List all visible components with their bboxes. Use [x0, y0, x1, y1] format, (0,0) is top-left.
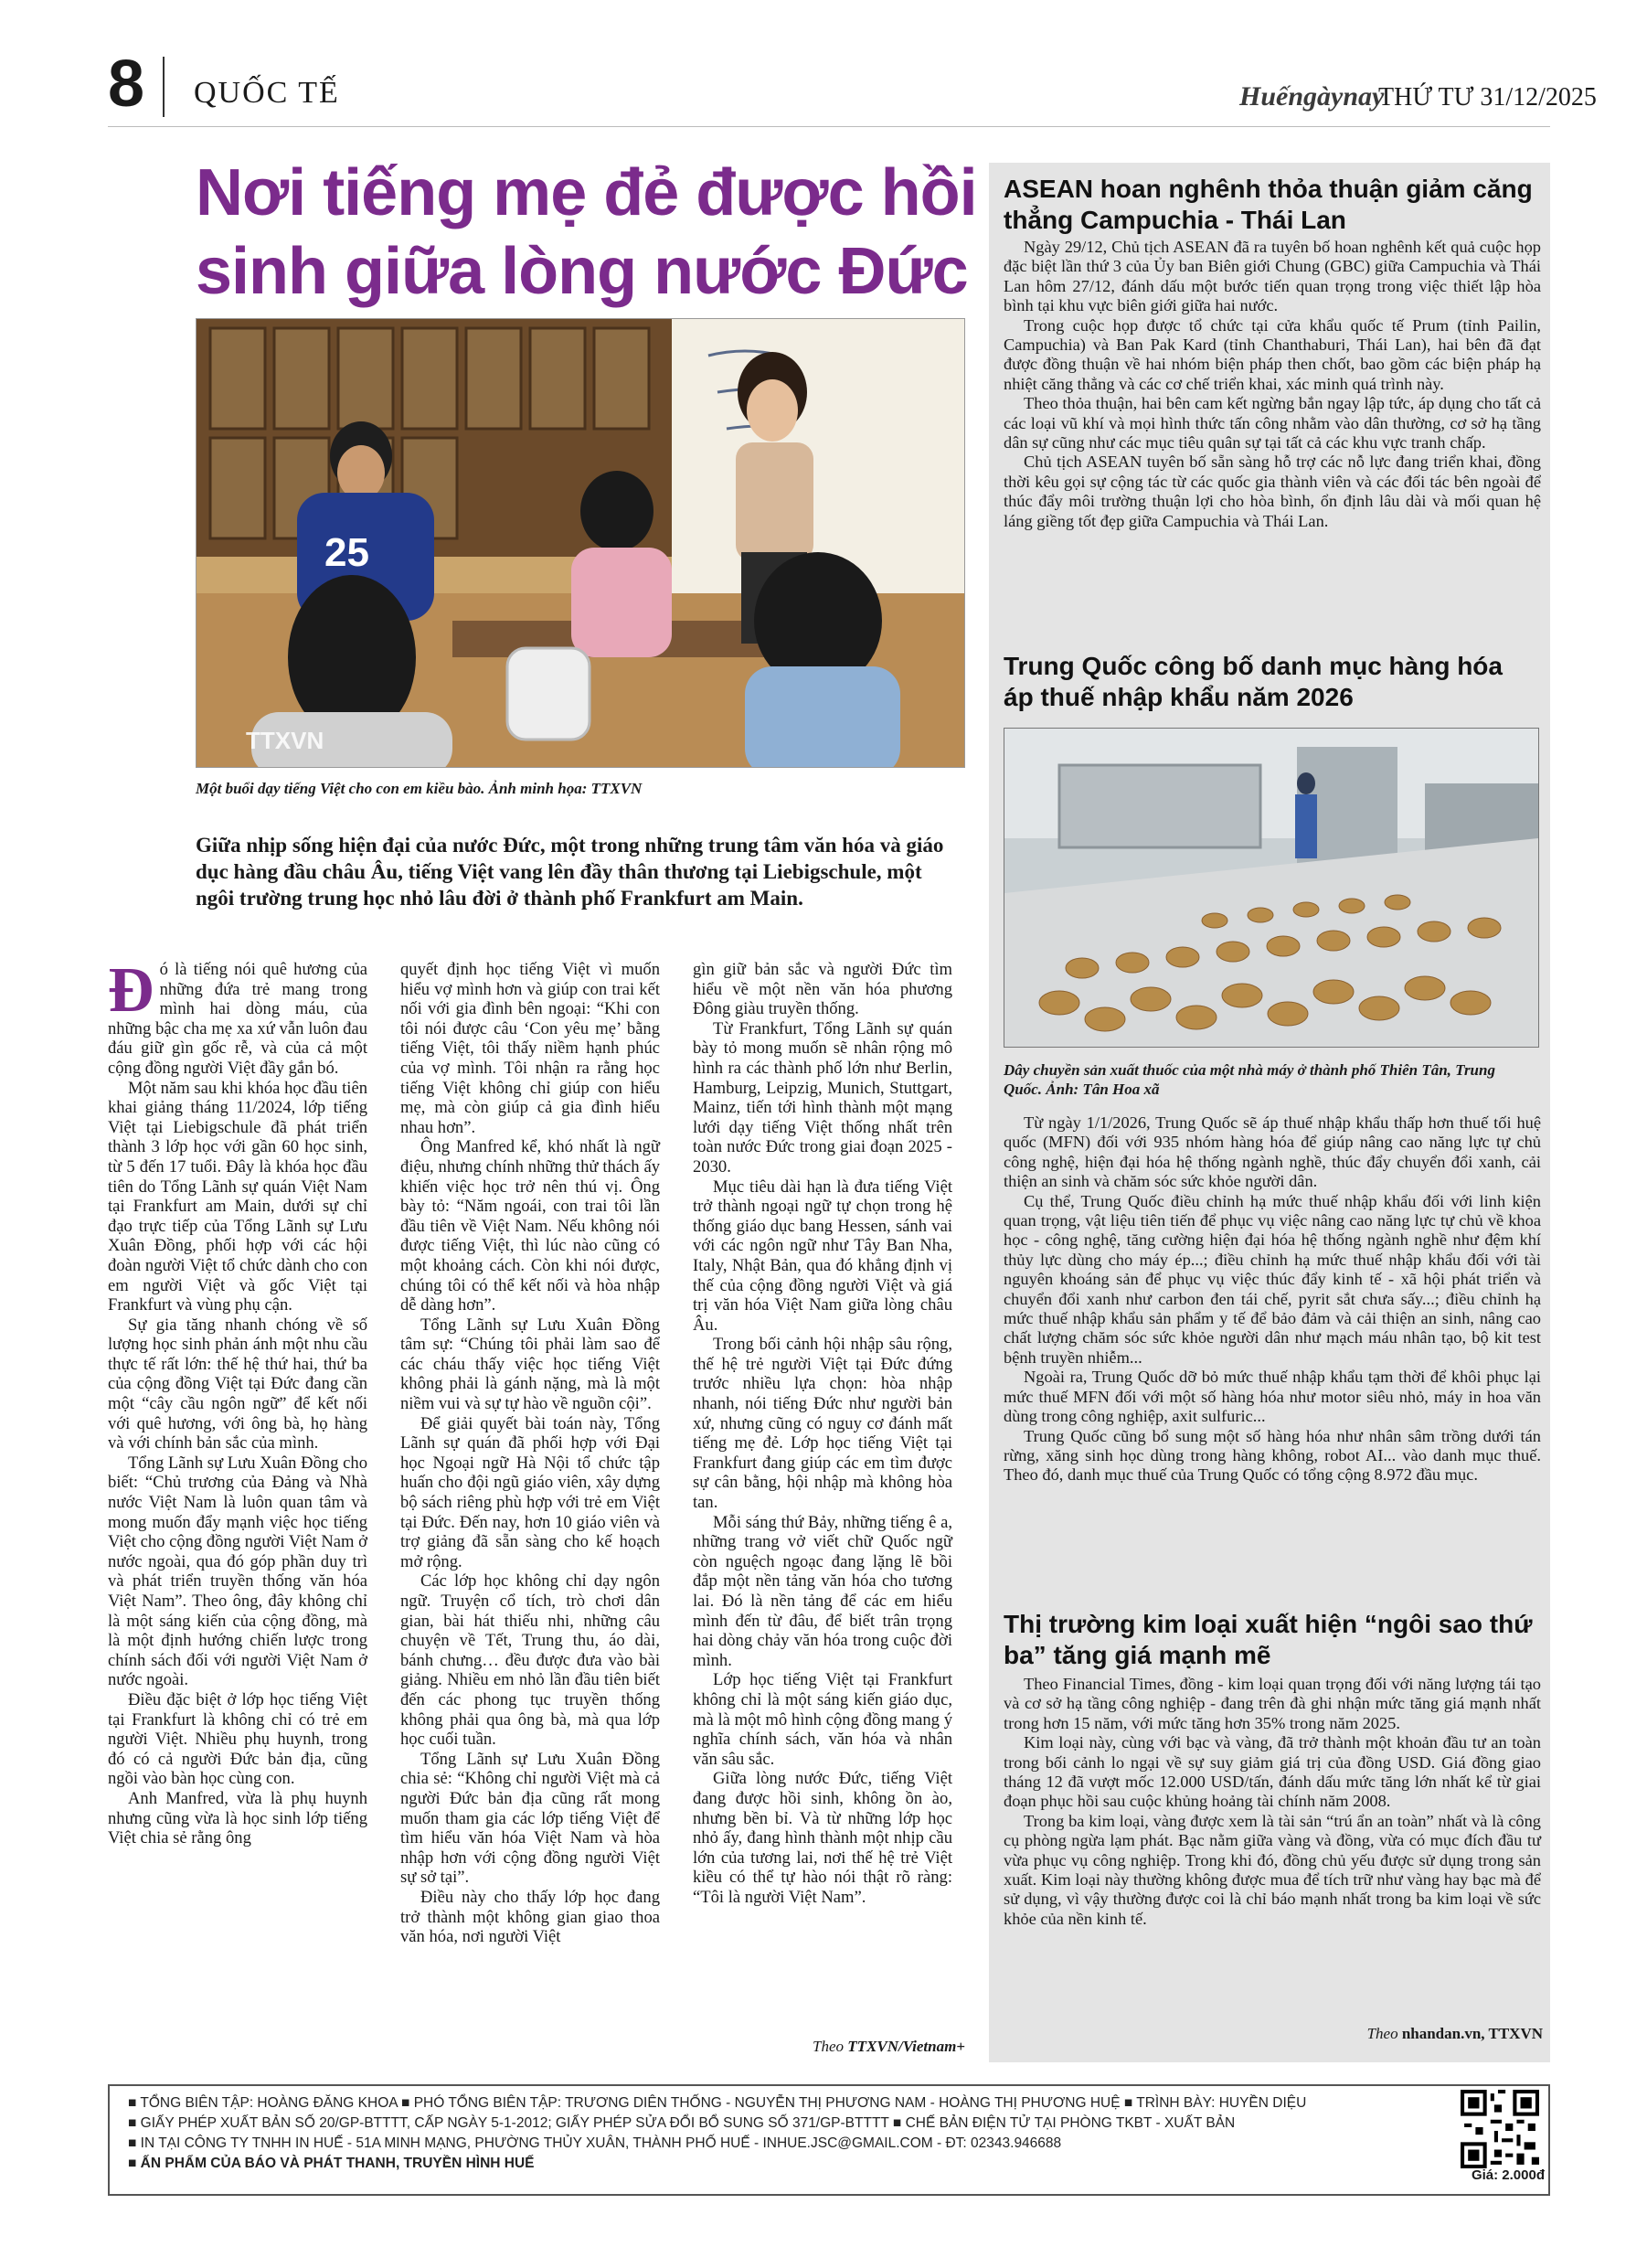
photo-caption: Một buổi dạy tiếng Việt cho con em kiều bào. Ảnh minh họa: TTXVN [196, 780, 643, 797]
header-divider [163, 57, 165, 117]
paragraph: Tổng Lãnh sự Lưu Xuân Đồng chia sẻ: “Không chỉ người Việt mà cả người Đức bản địa cũng rất mong muốn tham gia các lớp tiếng Việt để tìm hiểu văn hóa Việt Nam và hòa nhập hơn với cộng đồng người Việt sự sở tại”. [400, 1749, 660, 1888]
paragraph: gìn giữ bản sắc và người Đức tìm hiểu về một nền văn hóa phương Đông giàu truyền thống. [693, 960, 952, 1019]
imprint-line-editors: ■ TỔNG BIÊN TẬP: HOÀNG ĐĂNG KHOA ■ PHÓ TỔNG BIÊN TẬP: TRƯƠNG DIÊN THỐNG - NGUYỄN THỊ PHƯƠNG NAM - HOÀNG THỊ PHƯƠNG HUỆ ■ TRÌNH BÀY: HUYỀN DIỆU [128, 2095, 1307, 2111]
paragraph: Điều này cho thấy lớp học đang trở thành một không gian giao thoa văn hóa, nơi người Việt [400, 1887, 660, 1947]
paragraph: Để giải quyết bài toán này, Tổng Lãnh sự quán đã phối hợp với Đại học Ngoại ngữ Hà Nội tổ chức tập huấn cho đội ngũ giáo viên, xây dựng bộ sách riêng phù hợp với trẻ em Việt tại Đức. Đến nay, hơn 10 giáo viên và trợ giảng đã sẵn sàng cho kế hoạch mở rộng. [400, 1413, 660, 1571]
byline-source: TTXVN/Vietnam+ [847, 2038, 965, 2055]
header-rule [108, 126, 1550, 127]
paragraph: ó là tiếng nói quê hương của những đứa trẻ mang trong mình hai dòng máu, của những bậc cha mẹ xa xứ vẫn luôn đau đáu giữ gìn gốc rễ, và của cả một cộng đồng người Việt đầy gắn bó. [108, 960, 367, 1078]
imprint-line-printer: ■ IN TẠI CÔNG TY TNHH IN HUẾ - 51A MINH MẠNG, PHƯỜNG THỦY XUÂN, THÀNH PHỐ HUẾ - INHUE.JSC@GMAIL.COM - ĐT: 02343.946688 [128, 2135, 1062, 2151]
paragraph: Chủ tịch ASEAN tuyên bố sẵn sàng hỗ trợ các nỗ lực đang triển khai, đồng thời kêu gọi sự cộng tác từ các quốc gia thành viên và các đối tác bên ngoài để thúc đẩy môi trường thuận lợi cho hòa bình, ổn định lâu dài và mối quan hệ láng giềng tốt đẹp giữa Campuchia và Thái Lan. [1004, 453, 1541, 530]
issue-date: THỨ TƯ 31/12/2025 [1378, 83, 1597, 112]
paragraph: Trong bối cảnh hội nhập sâu rộng, thế hệ trẻ người Việt tại Đức đứng trước nhiều lựa chọn: hòa nhập nhanh, nói tiếng Đức như người bản xứ, nhưng cũng có nguy cơ đánh mất tiếng mẹ đẻ. Lớp học tiếng Việt tại Frankfurt đang giúp các em tìm được sự cân bằng, hội nhập mà không hòa tan. [693, 1335, 952, 1513]
qr-code-icon[interactable] [1461, 2090, 1539, 2168]
sidebar-story-asean [1004, 238, 1541, 531]
masthead-logo: Huếngàynay [1239, 81, 1385, 112]
sidebar-headline-china-tariff: Trung Quốc công bố danh mục hàng hóa áp thuế nhập khẩu năm 2026 [1004, 652, 1503, 711]
paragraph: Mỗi sáng thứ Bảy, những tiếng ê a, những trang vở viết chữ Quốc ngữ còn nguệch ngoạc đang lặng lẽ bồi đắp một nền tảng văn hóa cho tương lai. Đó là nền tảng để các em hiểu mình đến từ đâu, để biết trân trọng hai dòng chảy văn hóa trong cuộc đời mình. [693, 1512, 952, 1670]
paragraph: Kim loại này, cùng với bạc và vàng, đã trở thành một khoản đầu tư an toàn trong bối cảnh lo ngại về sự suy giảm giá trị của đồng USD. Giá đồng giao tháng 12 đã vượt mốc 12.000 USD/tấn, đánh dấu mức tăng lớn nhất kể từ giai đoạn phục hồi sau cuộc khủng hoảng tài chính năm 2008. [1004, 1733, 1541, 1811]
sidebar-headline-asean: ASEAN hoan nghênh thỏa thuận giảm căng thẳng Campuchia - Thái Lan [1004, 175, 1533, 234]
article-lede: Giữa nhịp sống hiện đại của nước Đức, một trong những trung tâm văn hóa và giáo dục hàng đầu châu Âu, tiếng Việt vang lên đầy thân thương tại Liebigschule, một ngôi trường trung học nhỏ lâu đời ở thành phố Frankfurt am Main. [196, 834, 944, 910]
factory-illustration [1004, 729, 1538, 1047]
paragraph: Ông Manfred kể, khó nhất là ngữ điệu, nhưng chính những thử thách ấy khiến việc học trở nên thú vị. Ông bày tỏ: “Năm ngoái, con trai tôi lần đầu tiên về Việt Nam. Nếu không nói được tiếng Việt, thì lúc nào cũng có một khoảng cách. Còn khi nói được, chúng tôi có thể kết nối và hòa nhập dễ dàng hơn”. [400, 1137, 660, 1315]
paragraph: quyết định học tiếng Việt vì muốn hiểu vợ mình hơn và giúp con trai kết nối với gia đình bên ngoại: “Khi con tôi nói được câu ‘Con yêu mẹ’ bằng tiếng Việt, tôi thấy niềm hạnh phúc của vợ mình. Tôi nhận ra rằng học tiếng Việt không chỉ giúp con hiểu mẹ, mà còn giúp cả gia đình hiểu nhau hơn”. [400, 960, 660, 1137]
photo-watermark: TTXVN [246, 727, 324, 754]
paragraph: Ngày 29/12, Chủ tịch ASEAN đã ra tuyên bố hoan nghênh kết quả cuộc họp đặc biệt lần thứ 3 của Ủy ban Biên giới Chung (GBC) giữa Campuchia và Thái Lan hôm 27/12, đánh dấu một bước tiến quan trọng trong việc thiết lập hòa bình tại khu vực biên giới giữa hai nước. [1004, 238, 1541, 315]
article-column-2 [400, 960, 660, 1947]
sidebar-story-china-tariff [1004, 1113, 1541, 1485]
paragraph: Sự gia tăng nhanh chóng về số lượng học sinh phản ánh một nhu cầu thực tế rất lớn: thế hệ thứ hai, thứ ba của cộng đồng Việt tại Đức đang cần một “cây cầu ngôn ngữ” để kết nối với quê hương, với ông bà, họ hàng và với chính bản sắc của mình. [108, 1315, 367, 1453]
section-name: QUỐC TẾ [194, 76, 340, 110]
paragraph: Cụ thể, Trung Quốc điều chỉnh hạ mức thuế nhập khẩu đối với linh kiện quan trọng, vật liệu tiên tiến để phục vụ việc nâng cao năng lực tự chủ về khoa học - công nghệ, tăng cường hiện đại hóa hệ thống ngành nghề như đệm khí thủy lực dùng cho máy ép...; điều chỉnh hạ mức thuế nhập khẩu đối với tài nguyên khoáng sản để phục vụ việc thúc đẩy kinh tế - xã hội phát triển và chuyển đổi xanh như carbon đen tái chế, pyrit sắt chưa sấy...; điều chỉnh hạ mức thuế nhập khẩu sản phẩm y tế để bảo đảm và cải thiện an sinh, nâng cao chất lượng chăm sóc sức khỏe người dân như mạch máu nhân tạo, bộ kit test bệnh truyền nhiễm... [1004, 1191, 1541, 1367]
article-photo-classroom [196, 318, 965, 768]
paragraph: Các lớp học không chỉ dạy ngôn ngữ. Truyện cổ tích, trò chơi dân gian, bài hát thiếu nhi, những câu chuyện về Tết, Trung thu, áo dài, bánh chưng… đều được đưa vào bài giảng. Nhiều em nhỏ lần đầu tiên biết đến các phong tục truyền thống không phải qua ông bà, mà qua lớp học cuối tuần. [400, 1571, 660, 1750]
paragraph: Ngoài ra, Trung Quốc dỡ bỏ mức thuế nhập khẩu tạm thời để khôi phục lại mức thuế MFN đối với một số hàng hóa như motor siêu nhỏ, máy in hoa văn dùng trong công nghiệp, axit sulfuric... [1004, 1368, 1541, 1426]
paragraph: Anh Manfred, vừa là phụ huynh nhưng cũng vừa là học sinh lớp tiếng Việt chia sẻ rằng ông [108, 1788, 367, 1848]
paragraph: Mục tiêu dài hạn là đưa tiếng Việt trở thành ngoại ngữ tự chọn trong hệ thống giáo dục bang Hessen, sánh vai với các ngôn ngữ như Tây Ban Nha, Italy, Nhật Bản, qua đó khẳng định vị thế của cộng đồng người Việt và giá trị văn hóa Việt Nam giữa lòng châu Âu. [693, 1177, 952, 1335]
article-title: Nơi tiếng mẹ đẻ được hồi sinh giữa lòng nước Đức [196, 156, 977, 308]
paragraph: Từ Frankfurt, Tổng Lãnh sự quán bày tỏ mong muốn sẽ nhân rộng mô hình ra các thành phố lớn như Berlin, Hamburg, Leipzig, Munich, Stuttgart, Mainz, tiến tới hình thành một mạng lưới dạy tiếng Việt thống nhất trên toàn nước Đức trong giai đoạn 2025 - 2030. [693, 1018, 952, 1177]
paragraph: Tổng Lãnh sự Lưu Xuân Đồng tâm sự: “Chúng tôi phải làm sao để các cháu thấy việc học tiếng Việt không phải là gánh nặng, mà là một niềm vui và sự tự hào về nguồn cội”. [400, 1315, 660, 1414]
article-column-1 [108, 955, 367, 1848]
svg-text:25: 25 [324, 530, 369, 575]
paragraph: Giữa lòng nước Đức, tiếng Việt đang được hồi sinh, không ồn ào, nhưng bền bỉ. Và từ những lớp học nhỏ ấy, đang hình thành một nhịp cầu lớn của tương lai, nơi thế hệ trẻ Việt kiều có thể tự hào nói thật rõ ràng: “Tôi là người Việt Nam”. [693, 1769, 952, 1907]
sidebar-story-metals [1004, 1675, 1541, 1929]
sidebar-headline-metals: Thị trường kim loại xuất hiện “ngôi sao thứ ba” tăng giá mạnh mẽ [1004, 1610, 1533, 1669]
paragraph: Từ ngày 1/1/2026, Trung Quốc sẽ áp thuế nhập khẩu thấp hơn thuế tối huệ quốc (MFN) đối với 935 nhóm hàng hóa để giúp nâng cao năng lực tự chủ công nghệ, hiện đại hóa hệ thống ngành nghề, thúc đẩy chuyển đổi xanh, cải thiện an sinh và chăm sóc sức khỏe người dân. [1004, 1113, 1541, 1191]
paragraph: Theo thỏa thuận, hai bên cam kết ngừng bắn ngay lập tức, áp dụng cho tất cả các loại vũ khí và mọi hình thức tấn công nhằm vào dân thường, cơ sở hạ tầng dân sự cũng như các mục tiêu quân sự tại tất cả các khu vực tranh chấp. [1004, 394, 1541, 453]
page-number: 8 [108, 48, 145, 121]
paragraph: Điều đặc biệt ở lớp học tiếng Việt tại Frankfurt là không chỉ có trẻ em người Việt. Nhiều phụ huynh, trong đó có cả người Đức bản địa, cũng ngồi vào bàn học cùng con. [108, 1689, 367, 1789]
paragraph: Trong cuộc họp được tổ chức tại cửa khẩu quốc tế Prum (tỉnh Pailin, Campuchia) và Ban Pak Kard (tỉnh Chanthaburi, Thái Lan), hai bên đã đạt được đồng thuận về hai nhóm biện pháp then chốt, bao gồm các biện pháp hạ nhiệt căng thẳng và các cơ chế triển khai, xác minh quá trình này. [1004, 315, 1541, 393]
sidebar-photo-factory [1004, 728, 1539, 1048]
imprint-line-license: ■ GIẤY PHÉP XUẤT BẢN SỐ 20/GP-BTTTT, CẤP NGÀY 5-1-2012; GIẤY PHÉP SỬA ĐỔI BỔ SUNG SỐ 371/GP-BTTTT ■ CHẾ BẢN ĐIỆN TỬ TẠI PHÒNG TKBT - XUẤT BẢN [128, 2115, 1236, 2131]
paragraph: Tổng Lãnh sự Lưu Xuân Đồng cho biết: “Chủ trương của Đảng và Nhà nước Việt Nam là luôn quan tâm và mong muốn đẩy mạnh việc học tiếng Việt cho cộng đồng người Việt Nam ở nước ngoài, qua đó góp phần duy trì và phát triển truyền thống văn hóa Việt Nam”. Theo ông, đây không chỉ là một sáng kiến của cộng đồng, mà là một định hướng chiến lược trong chính sách đối với người Việt Nam ở nước ngoài. [108, 1453, 367, 1690]
article-byline [786, 2037, 965, 2057]
imprint-text [128, 2093, 1426, 2174]
imprint-line-publisher: ■ ẤN PHẨM CỦA BÁO VÀ PHÁT THANH, TRUYỀN HÌNH HUẾ [128, 2156, 535, 2171]
paragraph: Lớp học tiếng Việt tại Frankfurt không chỉ là một sáng kiến giáo dục, mà là một mô hình cộng đồng mang ý nghĩa chính sách, văn hóa và nhân văn sâu sắc. [693, 1670, 952, 1769]
paragraph: Trung Quốc cũng bổ sung một số hàng hóa như nhân sâm trồng dưới tán rừng, xăng sinh học dùng trong hàng không, robot AI... vào danh mục thuế. Theo đó, danh mục thuế của Trung Quốc có tổng cộng 8.972 đầu mục. [1004, 1426, 1541, 1485]
byline-source: nhandan.vn, TTXVN [1401, 2025, 1543, 2042]
paragraph: Một năm sau khi khóa học đầu tiên khai giảng tháng 11/2024, lớp tiếng Việt tại Liebigschule đã phát triển thành 3 lớp học với gần 60 học sinh, từ 5 đến 17 tuổi. Đây là khóa học đầu tiên do Tổng Lãnh sự quán Việt Nam tại Frankfurt am Main, dưới sự chỉ đạo trực tiếp của Tổng Lãnh sự Lưu Xuân Đồng, phối hợp với các hội đoàn người Việt tổ chức dành cho con em người Việt và gốc Việt tại Frankfurt và vùng phụ cận. [108, 1078, 367, 1315]
paragraph: Theo Financial Times, đồng - kim loại quan trọng đối với năng lượng tái tạo và cơ sở hạ tầng công nghiệp - đang trên đà ghi nhận mức tăng giá mạnh nhất trong hơn 15 năm, với mức tăng hơn 35% trong năm 2025. [1004, 1675, 1541, 1732]
sidebar-photo-caption: Dây chuyền sản xuất thuốc của một nhà máy ở thành phố Thiên Tân, Trung Quốc. Ảnh: Tân Hoa xã [1004, 1061, 1495, 1098]
article-column-3 [693, 960, 952, 1908]
classroom-illustration [197, 319, 964, 767]
sidebar-byline [1188, 2024, 1543, 2044]
paragraph: Trong ba kim loại, vàng được xem là tài sản “trú ẩn an toàn” nhất và là công cụ phòng ngừa lạm phát. Bạc nằm giữa vàng và đồng, vừa có mục đích đầu tư vừa phục vụ công nghiệp. Trong khi đó, đồng chủ yếu được sử dụng trong sản xuất. Kim loại này thường không được mua để tích trữ như vàng hay bạc mà để sử dụng, vì vậy thường được coi là chỉ báo mạnh nhất trong ba kim loại về sức khỏe của nền kinh tế. [1004, 1811, 1541, 1928]
drop-cap: Đ [108, 955, 154, 1026]
price-label: Giá: 2.000đ [1471, 2167, 1545, 2183]
byline-prefix: Theo [1366, 2025, 1398, 2042]
byline-prefix: Theo [813, 2038, 845, 2055]
